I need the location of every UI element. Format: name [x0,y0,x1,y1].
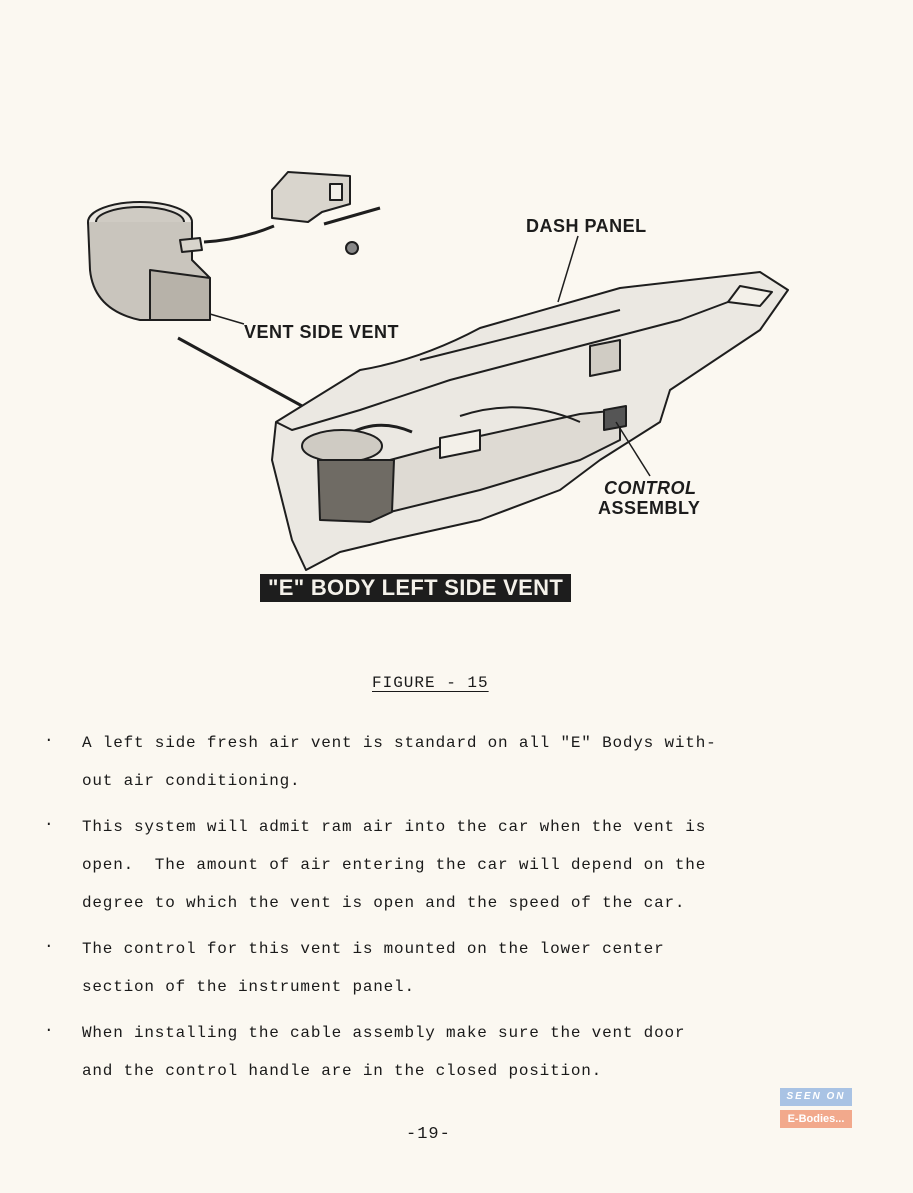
list-item [44,724,804,800]
seen-on-ebodies-badge [780,1088,852,1132]
control-label: CONTROL [604,478,697,498]
assembly-label: ASSEMBLY [598,498,701,518]
bullet-text: When installing the cable assembly make sure the vent door and the control handle are in the closed position. [82,1024,686,1080]
vent-side-vent-label: VENT SIDE VENT [244,322,400,342]
figure-banner: "E" BODY LEFT SIDE VENT [260,574,571,602]
bullet-marker: . [44,934,54,952]
badge-bottom: E-Bodies... [780,1110,852,1128]
vent-diagram-svg [60,160,820,620]
bullet-marker: . [44,812,54,830]
figure-caption: FIGURE - 15 [372,674,489,692]
bullet-list [44,724,804,1098]
bullet-text: The control for this vent is mounted on the lower center section of the instrument panel. [82,940,665,996]
vent-housing-part [88,202,210,320]
badge-top: SEEN ON [780,1088,852,1106]
page-number: -19- [406,1125,451,1144]
bullet-marker: . [44,728,54,746]
mounting-bracket-part [272,172,380,254]
list-item [44,1014,804,1090]
dash-vent-illustration [60,160,820,620]
dash-panel-part [272,272,788,570]
list-item [44,930,804,1006]
bullet-text: A left side fresh air vent is standard on all "E" Bodys with- out air conditioning. [82,734,717,790]
list-item [44,808,804,922]
dash-panel-label: DASH PANEL [526,216,647,236]
bullet-text: This system will admit ram air into the car when the vent is open. The amount of air entering the car will depend on the degree to which the vent is open and the speed of the car. [82,818,707,912]
bullet-marker: . [44,1018,54,1036]
